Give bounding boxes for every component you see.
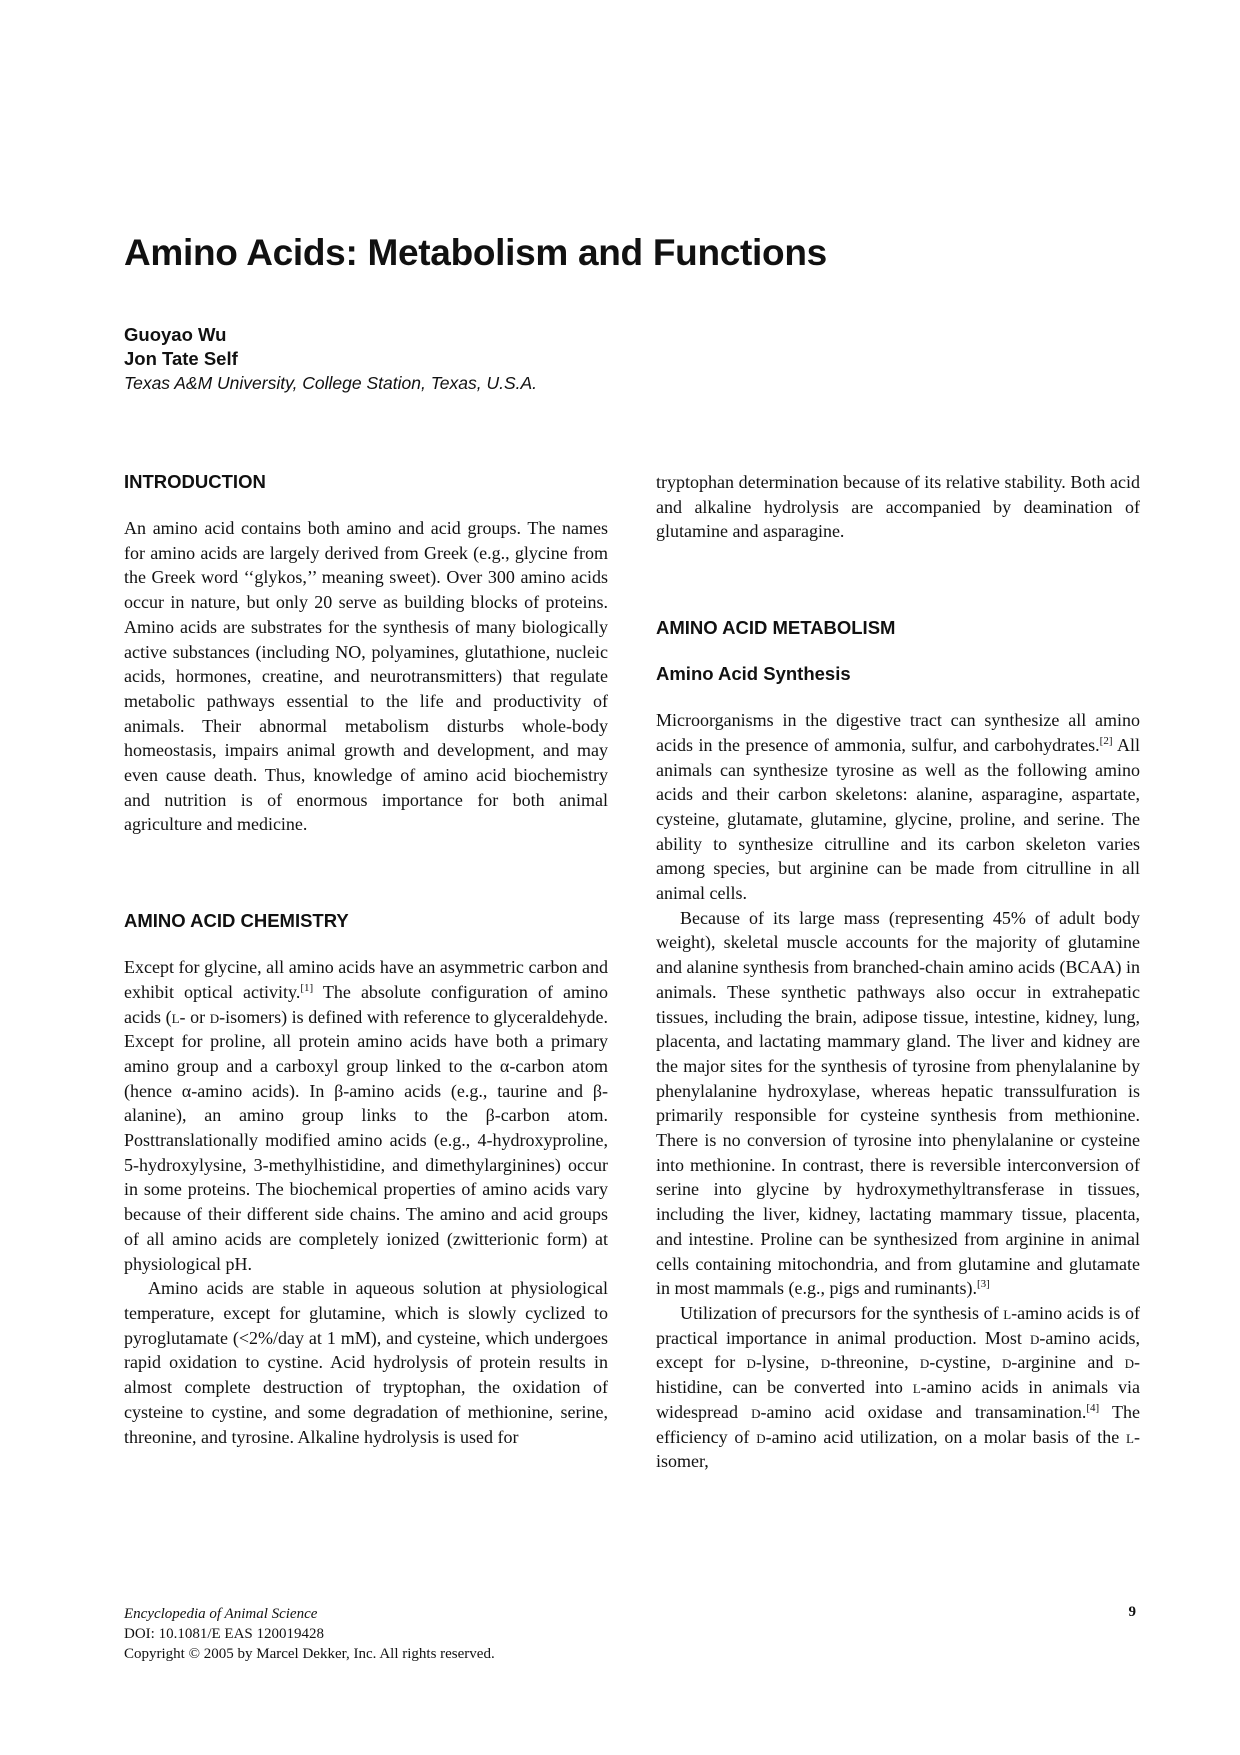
section-heading-chemistry: AMINO ACID CHEMISTRY	[124, 910, 349, 932]
citation-ref[interactable]: [2]	[1099, 734, 1113, 747]
paragraph: Because of its large mass (representing 45% of adult body weight), skeletal muscle accounts for the majority of glutamine and alanine synthesis from branched-chain amino acids (BCAA) in animals. These synthetic pathways also occur in extrahepatic tissues, including the brain, adipose tissue, intestine, kidney, lung, placenta, and lactating mammary gland. The liver and kidney are the major sites for the synthesis of tyrosine from phenylalanine by phenylalanine hydroxylase, whereas hepatic transsulfuration is primarily responsible for cysteine synthesis from methionine. There is no conversion of tyrosine into phenylalanine or cysteine into methionine. In contrast, there is reversible interconversion of serine into glycine by hydroxymethyltransferase in tissues, including the liver, kidney, lactating mammary tissue, placenta, and intestine. Proline can be synthesized from arginine in animal cells containing mitochondria, and from glutamine and glutamate in most mammals (e.g., pigs and ruminants).[3]	[656, 907, 1140, 1299]
left-column	[124, 470, 608, 1449]
paragraph: Amino acids are stable in aqueous solution at physiological temperature, except for glutamine, which is slowly cyclized to pyroglutamate (<2%/day at 1 mM), and cysteine, which undergoes rapid oxidation to cystine. Acid hydrolysis of protein results in almost complete destruction of tryptophan, the oxidation of cysteine to cystine, and some degradation of methionine, serine, threonine, and tyrosine. Alkaline hydrolysis is used for	[124, 1278, 608, 1447]
author-block	[124, 323, 537, 395]
paragraph: An amino acid contains both amino and acid groups. The names for amino acids are largely derived from Greek (e.g., glycine from the Greek word ‘‘glykos,’’ meaning sweet). Over 300 amino acids occur in nature, but only 20 serve as building blocks of proteins. Amino acids are substrates for the synthesis of many biologically active substances (including NO, polyamines, glutathione, nucleic acids, hormones, creatine, and neurotransmitters) that regulate metabolic pathways essential to the life and productivity of animals. Their abnormal metabolism disturbs whole-body homeostasis, impairs animal growth and development, and may even cause death. Thus, knowledge of amino acid biochemistry and nutrition is of enormous importance for both animal agriculture and medicine.	[124, 518, 608, 835]
page-number: 9	[1128, 1604, 1136, 1620]
paragraph: Microorganisms in the digestive tract can synthesize all amino acids in the presence of ammonia, sulfur, and carbohydrates.[2] All animals can synthesize tyrosine as well as the following amino acids and their carbon skeletons: alanine, asparagine, aspartate, cysteine, glutamate, glutamine, glycine, proline, and serine. The ability to synthesize citrulline and its carbon skeleton varies among species, but arginine can be made from citrulline in all animal cells.	[656, 710, 1140, 904]
section-heading-metabolism: AMINO ACID METABOLISM	[656, 617, 896, 639]
paragraph: tryptophan determination because of its relative stability. Both acid and alkaline hydrolysis are accompanied by deamination of glutamine and asparagine.	[656, 472, 1140, 542]
doi: DOI: 10.1081/E EAS 120019428	[124, 1626, 324, 1642]
subsection-heading-synthesis: Amino Acid Synthesis	[656, 663, 851, 685]
author-name: Jon Tate Self	[124, 348, 238, 369]
citation-ref[interactable]: [4]	[1086, 1401, 1100, 1414]
citation-ref[interactable]: [1]	[300, 981, 314, 994]
paragraph: Utilization of precursors for the synthesis of l-amino acids is of practical importance in animal production. Most d-amino acids, except for d-lysine, d-threonine, d-cystine, d-arginine and d-histidine, can be converted into l-amino acids in animals via widespread d-amino acid oxidase and transamination.[4] The efficiency of d-amino acid utilization, on a molar basis of the l-isomer,	[656, 1302, 1140, 1472]
right-column	[656, 470, 1140, 1474]
page-footer	[124, 1604, 495, 1664]
article-title: Amino Acids: Metabolism and Functions	[124, 232, 827, 273]
author-name: Guoyao Wu	[124, 324, 227, 345]
author-affiliation: Texas A&M University, College Station, Texas, U.S.A.	[124, 373, 538, 393]
section-heading-introduction: INTRODUCTION	[124, 471, 266, 492]
copyright: Copyright © 2005 by Marcel Dekker, Inc. All rights reserved.	[124, 1646, 495, 1662]
journal-name: Encyclopedia of Animal Science	[124, 1606, 318, 1622]
paragraph: Except for glycine, all amino acids have an asymmetric carbon and exhibit optical activity.[1] The absolute configuration of amino acids (l- or d-isomers) is defined with reference to glyceraldehyde. Except for proline, all protein amino acids have both a primary amino group and a carboxyl group linked to the α-carbon atom (hence α-amino acids). In β-amino acids (e.g., taurine and β-alanine), an amino group links to the β-carbon atom. Posttranslationally modified amino acids (e.g., 4-hydroxyproline, 5-hydroxylysine, 3-methylhistidine, and dimethylarginines) occur in some proteins. The biochemical properties of amino acids vary because of their different side chains. The amino and acid groups of all amino acids are completely ionized (zwitterionic form) at physiological pH.	[124, 957, 608, 1274]
citation-ref[interactable]: [3]	[976, 1278, 990, 1291]
